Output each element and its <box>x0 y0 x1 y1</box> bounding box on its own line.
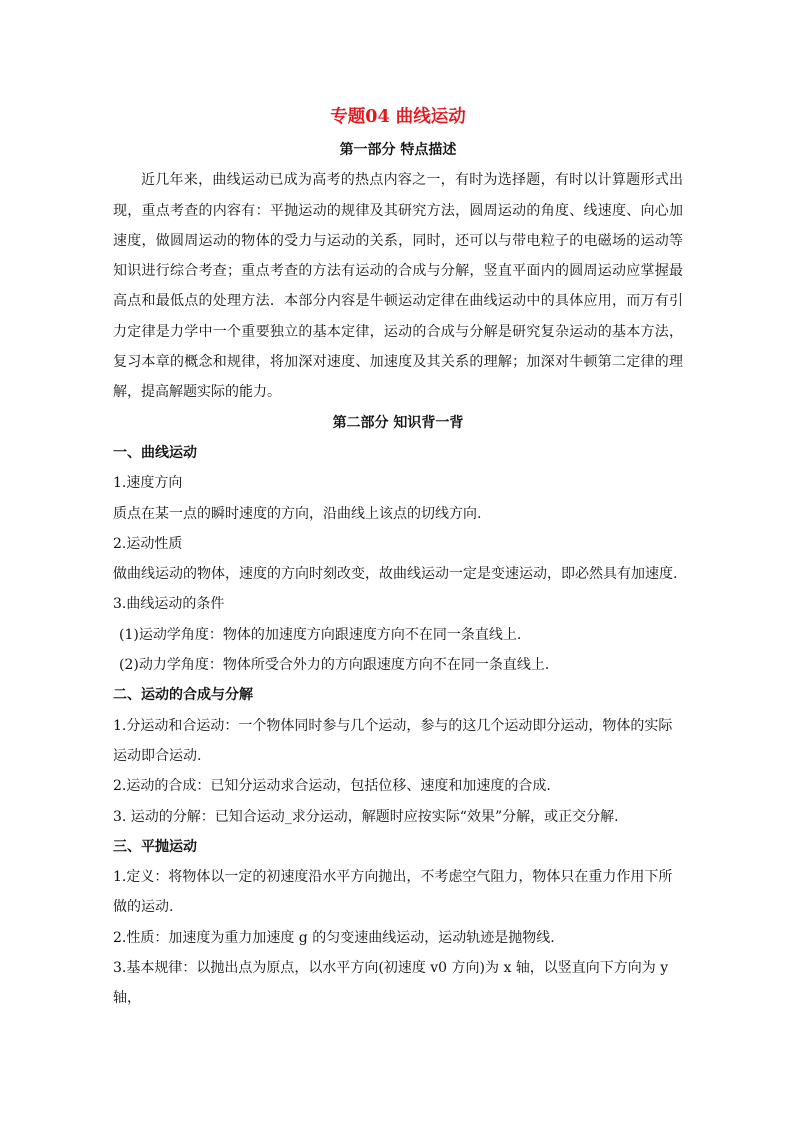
section1-line: 质点在某一点的瞬时速度的方向，沿曲线上该点的切线方向. <box>113 505 482 522</box>
section2-line: 2.运动的合成：已知分运动求合运动，包括位移、速度和加速度的合成. <box>113 778 551 795</box>
section1-line: 3.曲线运动的条件 <box>113 596 225 613</box>
section2-line: 1.分运动和合运动：一个物体同时参与几个运动，参与的这几个运动即分运动，物体的实际运动即合运动. <box>113 717 673 764</box>
section1-line: 做曲线运动的物体，速度的方向时刻改变，故曲线运动一定是变速运动，即必然具有加速度. <box>113 566 678 583</box>
document-title: 专题04 曲线运动 <box>330 107 466 127</box>
section2-line: 3. 运动的分解：已知合运动_求分运动，解题时应按实际“效果”分解，或正交分解. <box>113 808 619 825</box>
part1-heading: 第一部分 特点描述 <box>339 142 457 158</box>
section1-subitem: (2)动力学角度：物体所受合外力的方向跟速度方向不在同一条直线上． <box>119 657 559 674</box>
section-heading-curvilinear-motion: 一、曲线运动 <box>113 444 197 461</box>
section1-line: 1.速度方向 <box>113 475 183 492</box>
part1-paragraph: 近几年来，曲线运动已成为高考的热点内容之一，有时为选择题，有时以计算题形式出现，重点考查的内容有：平抛运动的规律及其研究方法，圆周运动的角度、线速度、向心加速度，做圆周运动的物体的受力与运动的关系，同时，还可以与带电粒子的电磁场的运动等知识进行综合考查；重点考查的方法有运动的合成与分解，竖直平面内的圆周运动应掌握最高点和最低点的处理方法．本部分内容是牛顿运动定律在曲线运动中的具体应用，而万有引力定律是力学中一个重要独立的基本定律，运动的合成与分解是研究复杂运动的基本方法，复习本章的概念和规律，将加深对速度、加速度及其关系的理解；加深对牛顿第二定律的理解，提高解题实际的能力。 <box>113 172 683 401</box>
section1-line: 2.运动性质 <box>113 535 183 552</box>
part2-heading: 第二部分 知识背一背 <box>332 414 464 431</box>
section-heading-projectile-motion: 三、平抛运动 <box>113 838 197 855</box>
document-body <box>113 104 683 1014</box>
section3-line: 3.基本规律：以抛出点为原点，以水平方向(初速度 v0 方向)为 x 轴，以竖直向下方向为 y 轴， <box>113 960 669 1007</box>
section3-line: 1.定义：将物体以一定的初速度沿水平方向抛出，不考虑空气阻力，物体只在重力作用下所做的运动. <box>113 869 673 916</box>
section3-line: 2.性质：加速度为重力加速度 g 的匀变速曲线运动，运动轨迹是抛物线. <box>113 929 555 946</box>
section-heading-composition-decomposition: 二、运动的合成与分解 <box>113 687 253 704</box>
section1-subitem: (1)运动学角度：物体的加速度方向跟速度方向不在同一条直线上. <box>119 626 522 643</box>
